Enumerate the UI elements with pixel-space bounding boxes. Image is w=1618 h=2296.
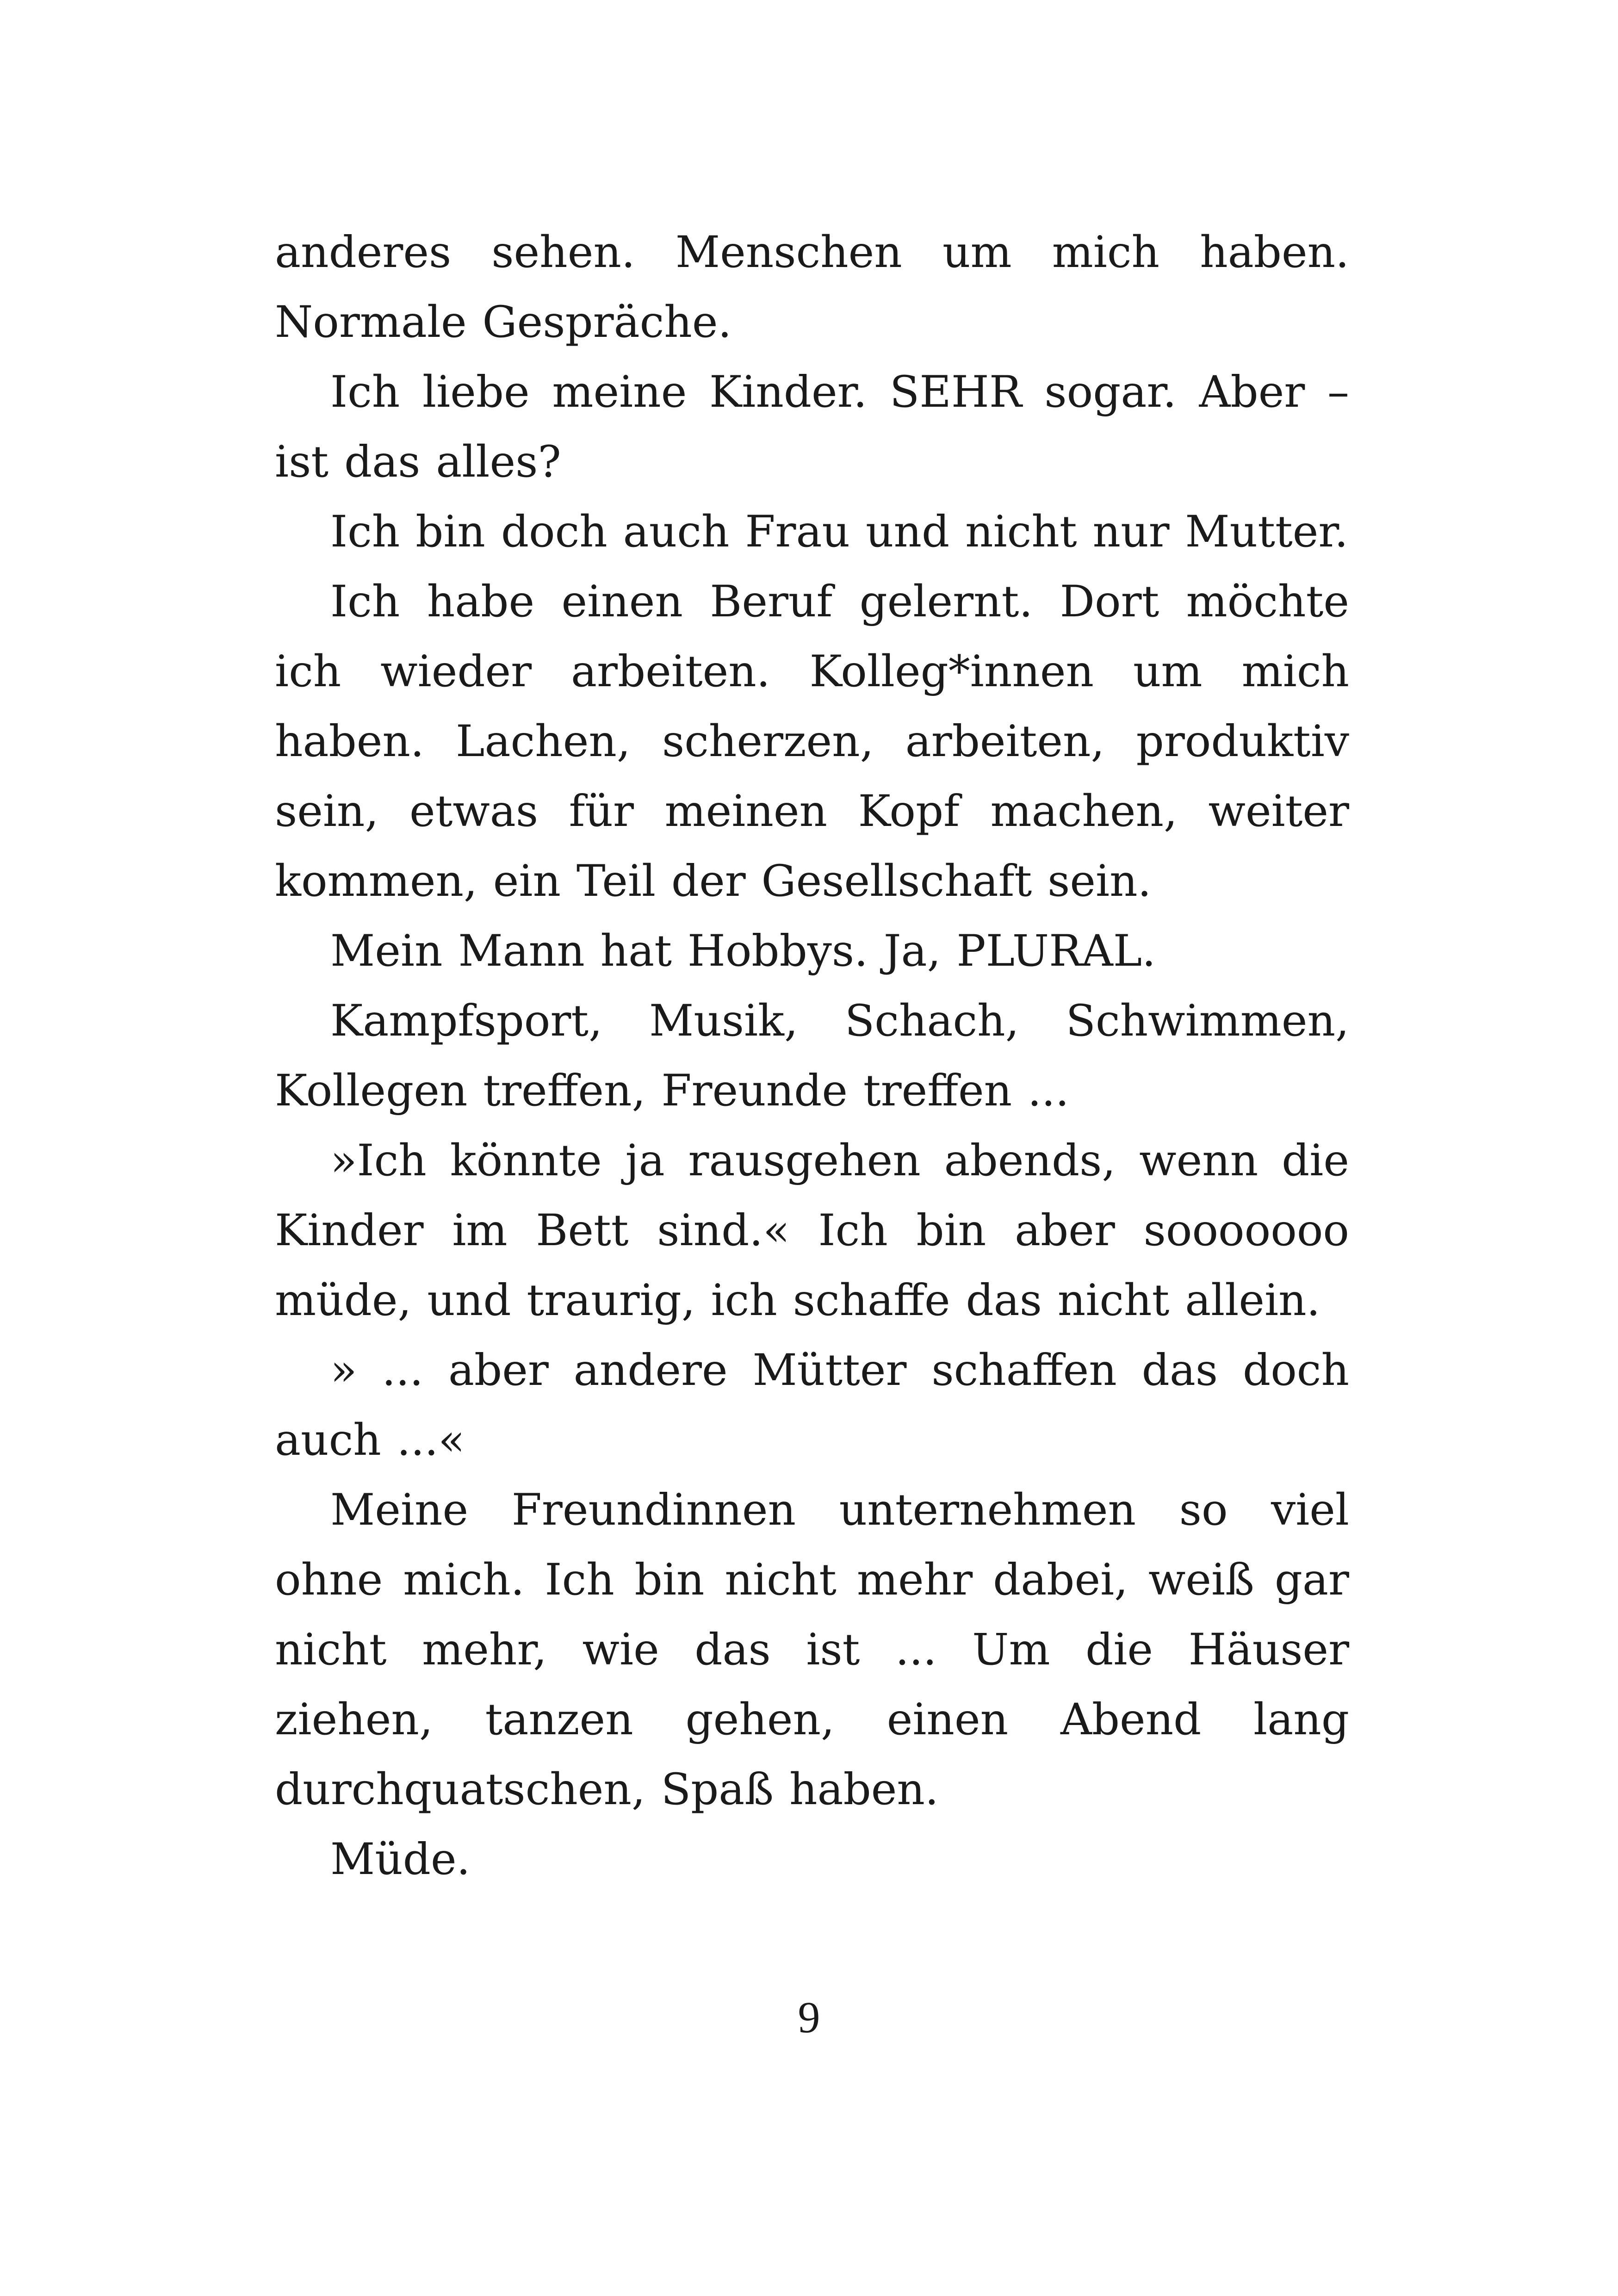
paragraph-8: » ... aber andere Mütter schaffen das doch auch ...« (275, 1345, 1349, 1465)
paragraph-5: Mein Mann hat Hobbys. Ja, PLURAL. (330, 926, 1156, 976)
paragraph-1: anderes sehen. Menschen um mich haben. Normale Gespräche. (275, 227, 1349, 348)
page-number: 9 (798, 1992, 820, 2042)
paragraph-9: Meine Freundinnen unternehmen so viel ohne mich. Ich bin nicht mehr dabei, weiß gar nicht mehr, wie das ist ... Um die Häuser ziehen, tanzen gehen, einen Abend lang durchquatschen, Spaß haben. (275, 1485, 1349, 1815)
paragraph-7: »Ich könnte ja rausgehen abends, wenn die Kinder im Bett sind.« Ich bin aber sooooooo müde, und traurig, ich schaffe das nicht allein. (275, 1136, 1349, 1326)
paragraph-10: Müde. (330, 1834, 471, 1885)
paragraph-3: Ich bin doch auch Frau und nicht nur Mutter. (330, 507, 1348, 557)
body-text (275, 217, 1349, 1894)
paragraph-2: Ich liebe meine Kinder. SEHR sogar. Aber – ist das alles? (275, 367, 1349, 487)
paragraph-4: Ich habe einen Beruf gelernt. Dort möchte ich wieder arbeiten. Kolleg*innen um mich haben. Lachen, scherzen, arbeiten, produktiv sein, etwas für meinen Kopf machen, weiter kommen, ein Teil der Gesellschaft sein. (275, 577, 1349, 906)
paragraph-6: Kampfsport, Musik, Schach, Schwimmen, Kollegen treffen, Freunde treffen ... (275, 996, 1349, 1116)
